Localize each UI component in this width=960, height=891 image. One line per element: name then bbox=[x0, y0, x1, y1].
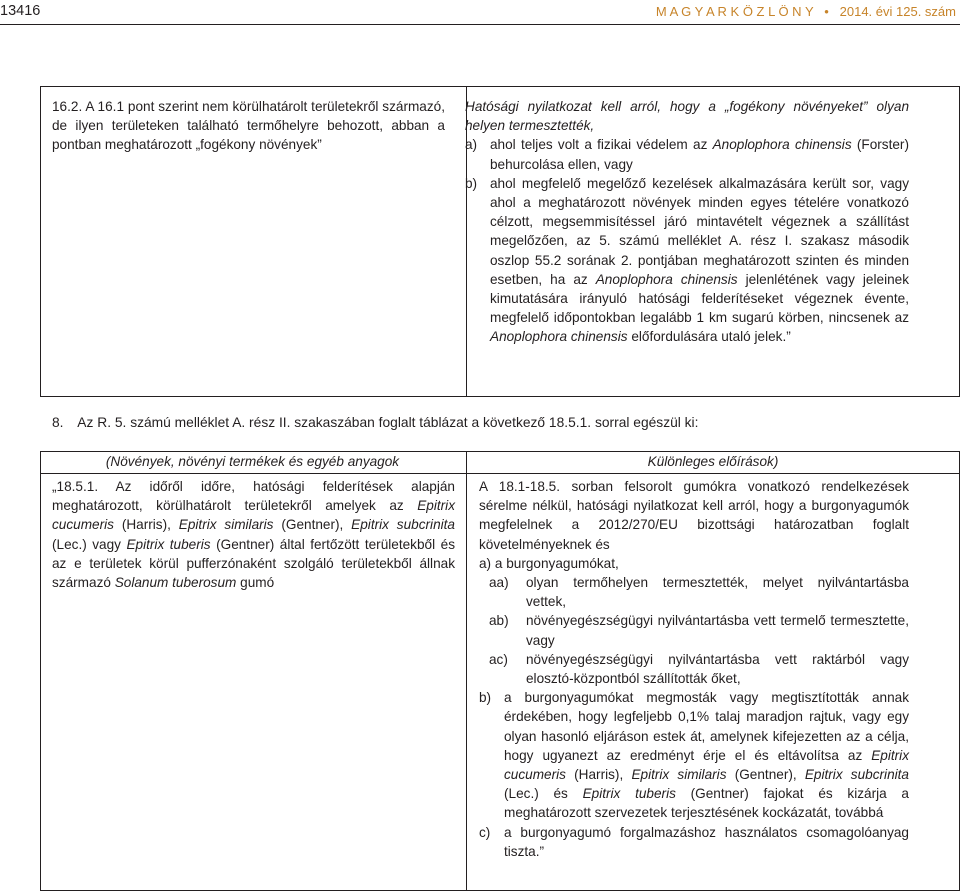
bullet-separator: • bbox=[817, 4, 837, 19]
species-name: Epitrix tuberis bbox=[126, 536, 211, 552]
row-16-2-label: 16.2. A 16.1 pont szerint nem körülhatárolt területekről származó, de ilyen területeken található termőhelyre behozott, abban a pontban meghatározott „fogékony növények” bbox=[52, 99, 445, 153]
species-name: Epitrix tuberis bbox=[582, 786, 676, 802]
journal-name: M A G Y A R K Ö Z L Ö N Y bbox=[655, 4, 814, 19]
row-16-2-requirements bbox=[465, 97, 909, 347]
requirement-b: b) ahol megfelelő megelőző kezelések alkalmazására került sor, vagy ahol a meghatározott növények minden egyes tételére vonatkozó célzott, megsemmisítéssel járó mintavételt végeznek a szállítást megelőzően, az 5. számú melléklet A. rész I. szakasz második oszlop 55.2 sorának 2. pontjában meghatározott szinten és minden esetben, ha az Anoplophora chinensis jelenlétének vagy jeleinek kimutatására irányuló hatósági felderítéseket végeznek évente, megfelelő időpontokban legalább 1 km sugarú körben, nincsenek az Anoplophora chinensis előfordulására utaló jelek.” bbox=[465, 175, 910, 345]
species-name: Epitrix cucumeris bbox=[52, 498, 455, 533]
species-name: Anoplophora chinensis bbox=[712, 137, 852, 153]
header-rule bbox=[0, 24, 960, 25]
header-divider bbox=[41, 473, 959, 474]
requirement-a: a) ahol teljes volt a fizikai védelem az Anoplophora chinensis (Forster) behurcolása ellen, vagy bbox=[465, 137, 909, 172]
requirement-a: a) a burgonyagumókat, bbox=[479, 555, 619, 571]
species-name: Epitrix subcrinita bbox=[351, 517, 455, 533]
issue-number: 2014. évi 125. szám bbox=[839, 4, 956, 19]
species-name: Anoplophora chinensis bbox=[490, 329, 628, 345]
column-header-plants: (Növények, növényi termékek és egyéb anyagok bbox=[105, 454, 400, 469]
requirement-c: c) a burgonyagumó forgalmazáshoz használatos csomagolóanyag tiszta.” bbox=[479, 824, 909, 859]
requirements-intro: A 18.1-18.5. sorban felsorolt gumókra vonatkozó rendelkezések sérelme nélkül, hatósági nyilatkozat kell arról, hogy a burgonyagumók megfelelnek a 2012/270/EU bizottsági határozatban foglalt követelményeknek és bbox=[479, 479, 909, 552]
species-name: Epitrix cucumeris bbox=[504, 747, 909, 783]
page-header bbox=[0, 0, 960, 22]
row-18-5-1-requirements bbox=[479, 477, 909, 861]
requirement-aa: aa) olyan termőhelyen termesztették, melyet nyilvántartásba vettek, bbox=[489, 575, 909, 610]
species-name: Anoplophora chinensis bbox=[595, 271, 738, 287]
requirement-a-label: a) bbox=[465, 137, 478, 153]
section-8-paragraph: 8. Az R. 5. számú melléklet A. rész II. szakaszában foglalt táblázat a következő 18.5.1. sorral egészül ki: bbox=[52, 415, 699, 430]
requirements-intro-text: Hatósági nyilatkozat kell arról, hogy a „fogékony növényeket” olyan helyen termesztették, bbox=[465, 99, 909, 134]
row-18-5-1-label: „18.5.1. Az időről időre, hatósági felderítések alapján meghatározott, körülhatárolt területekről amelyek az Epitrix cucumeris (Harris), Epitrix similaris (Gentner), Epitrix subcrinita (Lec.) vagy Epitrix tuberis (Gentner) által fertőzött területekből és az e területek körül pufferzónaként szolgáló területekből állnak származó Solanum tuberosum gumó bbox=[52, 479, 455, 591]
species-name: Solanum tuberosum bbox=[114, 575, 237, 591]
requirement-ac-label: ac) bbox=[489, 651, 508, 667]
requirement-ab: ab) növényegészségügyi nyilvántartásba vett termelő termesztette, vagy bbox=[489, 613, 909, 648]
requirement-b: b) a burgonyagumókat megmosták vagy megtisztították annak érdekében, hogy legfeljebb 0,1% talaj maradjon rajtuk, vagy egy olyan hasonló eljáráson estek át, amelynek kifejezetten az a célja, hogy ugyanezt az eredményt érje el és eltávolítsa az Epitrix cucumeris (Harris), Epitrix similaris (Gentner), Epitrix subcrinita (Lec.) és Epitrix tuberis (Gentner) fajokat és kizárja a meghatározott szervezetek terjesztésének kockázatát, továbbá bbox=[479, 690, 909, 821]
requirement-ac: ac) növényegészségügyi nyilvántartásba vett raktárból vagy elosztó-központból szállították őket, bbox=[489, 651, 909, 687]
species-name: Epitrix similaris bbox=[178, 517, 274, 533]
species-name: Epitrix similaris bbox=[631, 767, 727, 783]
column-divider bbox=[466, 452, 467, 890]
species-name: Epitrix subcrinita bbox=[804, 767, 909, 783]
requirement-c-label: c) bbox=[479, 824, 491, 840]
requirement-b-label: b) bbox=[465, 175, 478, 191]
requirements-intro bbox=[465, 97, 909, 135]
requirement-aa-label: aa) bbox=[489, 575, 509, 591]
requirement-ab-label: ab) bbox=[489, 613, 509, 629]
column-header-requirements: Különleges előírások) bbox=[647, 454, 779, 469]
journal-title bbox=[656, 4, 956, 19]
requirement-b-label: b) bbox=[479, 690, 492, 706]
page-number: 13416 bbox=[0, 3, 41, 19]
